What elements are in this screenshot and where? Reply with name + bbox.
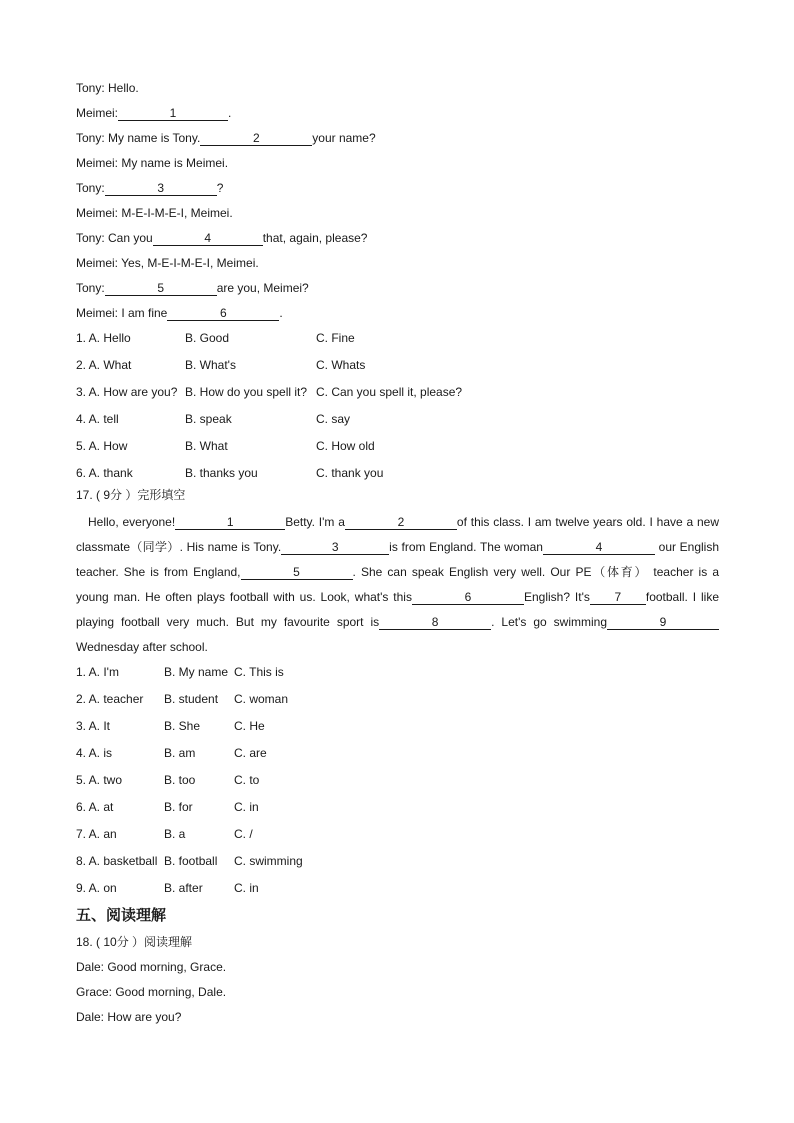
worksheet-page (76, 78, 726, 1032)
answer-blank[interactable]: 3 (281, 540, 389, 555)
dialog-line: Meimei: M-E-I-M-E-I, Meimei. (76, 206, 233, 220)
option-row (76, 824, 726, 851)
option-b[interactable]: B. Good (185, 331, 230, 345)
answer-blank[interactable]: 8 (379, 615, 491, 630)
section-title: 五、阅读理解 (76, 906, 167, 924)
option-b[interactable]: B. thanks you (185, 466, 258, 480)
option-c[interactable]: C. Can you spell it, please? (316, 385, 463, 399)
dialog-line: Tony: Hello. (76, 81, 139, 95)
option-c[interactable]: C. / (234, 827, 253, 841)
option-a[interactable]: 1. A. I'm (76, 665, 119, 679)
dialog-line: Meimei: Yes, M-E-I-M-E-I, Meimei. (76, 256, 259, 270)
option-b[interactable]: B. She (164, 719, 201, 733)
option-b[interactable]: B. football (164, 854, 218, 868)
option-c[interactable]: C. How old (316, 439, 375, 453)
option-c[interactable]: C. say (316, 412, 351, 426)
option-c[interactable]: C. in (234, 881, 259, 895)
option-c[interactable]: C. This is (234, 665, 284, 679)
option-b[interactable]: B. What's (185, 358, 236, 372)
option-a[interactable]: 4. A. tell (76, 412, 119, 426)
answer-blank[interactable]: 7 (590, 590, 646, 605)
option-b[interactable]: B. student (164, 692, 219, 706)
question-17-passage: Hello, everyone! 1 Betty. I'm a 2 of this class. I am twelve years old. I have a new classmate（同学）. His name is Tony. 3 is from England. The woman 4 our English teacher. She is from England, 5 . She can speak English very well. Our PE（体育） teacher is a young man. He often plays football with us. Look, what's this 6 English? It's 7 football. I like playing football very much. But my favourite sport is 8 . Let's go swimming 9Wednesday after school. (76, 515, 719, 654)
option-c[interactable]: C. Fine (316, 331, 355, 345)
option-a[interactable]: 8. A. basketball (76, 854, 158, 868)
option-c[interactable]: C. Whats (316, 358, 366, 372)
option-row (76, 355, 726, 382)
option-row (76, 409, 726, 436)
option-c[interactable]: C. to (234, 773, 260, 787)
answer-blank[interactable]: 4 (543, 540, 655, 555)
option-a[interactable]: 6. A. at (76, 800, 114, 814)
option-row (76, 743, 726, 770)
option-a[interactable]: 3. A. How are you? (76, 385, 178, 399)
dialog-line: Tony: Can you 4 that, again, please? (76, 231, 368, 245)
dialog-line: Tony: 5 are you, Meimei? (76, 281, 309, 295)
option-c[interactable]: C. are (234, 746, 267, 760)
option-row (76, 851, 726, 878)
option-b[interactable]: B. for (164, 800, 193, 814)
option-row (76, 878, 726, 900)
option-c[interactable]: C. He (234, 719, 265, 733)
option-row (76, 716, 726, 743)
dialog-line: Dale: Good morning, Grace. (76, 960, 227, 974)
option-a[interactable]: 2. A. What (76, 358, 132, 372)
option-b[interactable]: B. How do you spell it? (185, 385, 308, 399)
answer-blank[interactable]: 2 (200, 131, 312, 146)
option-a[interactable]: 7. A. an (76, 827, 117, 841)
option-row (76, 328, 726, 355)
option-a[interactable]: 5. A. two (76, 773, 123, 787)
option-b[interactable]: B. after (164, 881, 203, 895)
option-a[interactable]: 6. A. thank (76, 466, 133, 480)
dialog-line: Meimei: My name is Meimei. (76, 156, 229, 170)
answer-blank[interactable]: 5 (105, 281, 217, 296)
dialog-line: Tony: My name is Tony. 2 your name? (76, 131, 376, 145)
answer-blank[interactable]: 1 (175, 515, 285, 530)
option-c[interactable]: C. swimming (234, 854, 303, 868)
option-row (76, 689, 726, 716)
option-b[interactable]: B. speak (185, 412, 232, 426)
answer-blank[interactable]: 2 (345, 515, 457, 530)
option-c[interactable]: C. woman (234, 692, 289, 706)
option-a[interactable]: 3. A. It (76, 719, 111, 733)
question-17-title: 17. ( 9分 ）完形填空 (76, 488, 186, 502)
option-b[interactable]: B. What (185, 439, 228, 453)
option-b[interactable]: B. My name (164, 665, 229, 679)
answer-blank[interactable]: 3 (105, 181, 217, 196)
answer-blank[interactable]: 4 (153, 231, 263, 246)
question-17-options (76, 662, 726, 900)
option-a[interactable]: 2. A. teacher (76, 692, 144, 706)
dialog-line: Meimei: 1 . (76, 106, 232, 120)
option-b[interactable]: B. a (164, 827, 186, 841)
dialog-line: Dale: How are you? (76, 1010, 182, 1024)
option-row (76, 770, 726, 797)
dialog-1-options (76, 328, 726, 485)
option-row (76, 662, 726, 689)
dialog-line: Meimei: I am fine 6 . (76, 306, 283, 320)
option-a[interactable]: 9. A. on (76, 881, 117, 895)
option-c[interactable]: C. thank you (316, 466, 384, 480)
option-b[interactable]: B. too (164, 773, 196, 787)
option-a[interactable]: 4. A. is (76, 746, 113, 760)
option-a[interactable]: 5. A. How (76, 439, 128, 453)
answer-blank[interactable]: 5 (241, 565, 353, 580)
question-18-title: 18. ( 10分 ）阅读理解 (76, 935, 193, 949)
dialog-line: Tony: 3 ? (76, 181, 224, 195)
option-a[interactable]: 1. A. Hello (76, 331, 131, 345)
answer-blank[interactable]: 6 (412, 590, 524, 605)
option-b[interactable]: B. am (164, 746, 196, 760)
dialog-1 (76, 78, 726, 328)
answer-blank[interactable]: 6 (167, 306, 279, 321)
option-row (76, 436, 726, 463)
option-row (76, 463, 726, 485)
option-row (76, 382, 726, 409)
answer-blank[interactable]: 9 (607, 615, 719, 630)
option-c[interactable]: C. in (234, 800, 259, 814)
dialog-line: Grace: Good morning, Dale. (76, 985, 227, 999)
option-row (76, 797, 726, 824)
answer-blank[interactable]: 1 (118, 106, 228, 121)
